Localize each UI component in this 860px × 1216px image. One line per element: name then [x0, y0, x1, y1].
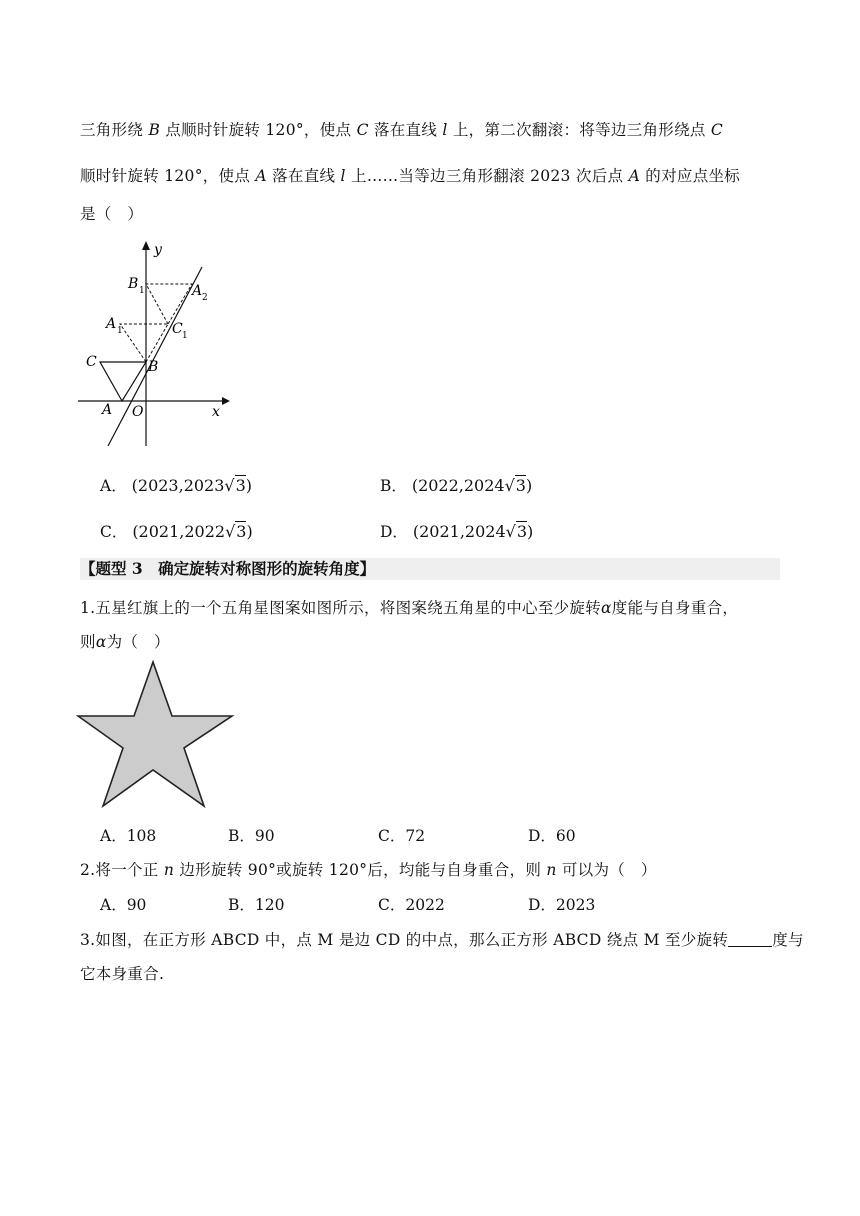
five-pointed-star-figure: [76, 660, 236, 810]
text-segment: 顺时针旋转 120°，使点: [80, 167, 256, 185]
q2-option-b[interactable]: B．120: [228, 896, 285, 914]
q2-line: [80, 858, 657, 880]
option-value-close: ): [527, 522, 534, 541]
text-segment: 上……当等边三角形翻滚 2023 次后点: [345, 167, 629, 185]
section-heading: 【题型 3 确定旋转对称图形的旋转角度】: [80, 558, 780, 580]
option-value-close: ): [525, 476, 533, 495]
var-B: B: [148, 121, 161, 139]
label-A1-sub: 1: [117, 326, 123, 336]
text-segment: 1.五星红旗上的一个五角星图案如图所示，将图案绕五角星的中心至少旋转: [80, 599, 601, 617]
option-value-root: 3: [516, 522, 528, 541]
q3-line-2: 它本身重合.: [80, 965, 165, 983]
var-C: C: [710, 121, 724, 139]
triangle-B1C1A2: [146, 284, 192, 324]
triangle-A1BC1: [120, 324, 168, 362]
option-value-close: ): [246, 522, 253, 541]
x-axis-arrow: [222, 397, 230, 405]
var-A: A: [628, 167, 641, 185]
var-A: A: [255, 167, 267, 185]
option-letter: C．: [100, 523, 128, 541]
option-d[interactable]: [380, 520, 533, 542]
text-segment: 度与: [772, 931, 804, 949]
label-C1-sub: 1: [182, 331, 188, 341]
option-value: (2021,2024√3): [412, 522, 534, 541]
rolling-triangle-figure: [76, 238, 232, 450]
q1-line-1: [80, 596, 738, 618]
q1-option-c[interactable]: C．72: [378, 827, 426, 845]
option-a[interactable]: [100, 474, 252, 496]
label-B1: B: [128, 276, 139, 292]
q1-line-2: [80, 630, 170, 652]
problem-line-2: [80, 164, 740, 186]
label-A2-sub: 2: [202, 293, 208, 303]
text-segment: 点顺时针旋转 120°，使点: [160, 121, 357, 139]
var-n: n: [163, 861, 175, 879]
text-segment: 可以为（ ）: [556, 861, 657, 879]
text-segment: 的对应点坐标: [640, 167, 741, 185]
label-O: O: [132, 404, 144, 420]
text-segment: 为（ ）: [106, 633, 170, 651]
text-segment: 上，第二次翻滚：将等边三角形绕点: [447, 121, 711, 139]
text-segment: 2.将一个正: [80, 861, 164, 879]
text-segment: 边形旋转 90°或旋转 120°后，均能与自身重合，则: [174, 861, 547, 879]
option-value: (2023,2023√3): [131, 476, 253, 495]
label-C1: C: [172, 321, 183, 337]
q1-option-b[interactable]: B．90: [228, 827, 275, 845]
problem-line-3: 是（ ）: [80, 205, 144, 223]
label-B1-sub: 1: [139, 286, 145, 296]
var-l: l: [340, 167, 346, 185]
label-A1: A: [106, 316, 117, 332]
line-l: [108, 267, 202, 446]
text-segment: 则: [80, 633, 96, 651]
option-letter: A．: [100, 477, 127, 495]
label-x: x: [212, 404, 220, 420]
option-value-root: 3: [236, 522, 247, 541]
y-axis-arrow: [142, 241, 150, 250]
text-segment: 三角形绕: [80, 121, 149, 139]
option-value-root: 3: [515, 476, 526, 495]
text-segment: 3.如图，在正方形 ABCD 中，点 M 是边 CD 的中点，那么正方形 ABCD 绕点 M 至少旋转: [80, 931, 729, 949]
var-alpha: α: [601, 599, 612, 617]
option-value-close: ): [245, 476, 253, 495]
q3-line-1: [80, 928, 804, 950]
option-letter: D．: [380, 523, 408, 541]
option-value: (2021,2022√3): [132, 522, 253, 541]
option-value: (2022,2024√3): [411, 476, 533, 495]
var-C: C: [356, 121, 369, 139]
option-value-main: (2021,2024: [412, 522, 506, 541]
label-A: A: [102, 402, 113, 418]
option-value-main: (2021,2022: [132, 522, 226, 541]
var-n: n: [546, 861, 557, 879]
label-y: y: [154, 242, 162, 258]
option-value-root: 3: [235, 476, 246, 495]
label-C: C: [86, 354, 97, 370]
star-shape: [78, 662, 232, 806]
label-A2: A: [192, 283, 203, 299]
text-segment: 度能与自身重合，: [611, 599, 739, 617]
option-value-main: (2022,2024: [411, 476, 505, 495]
label-B: B: [148, 359, 159, 375]
q2-option-d[interactable]: D．2023: [528, 896, 596, 914]
text-segment: 落在直线: [368, 121, 443, 139]
q1-option-d[interactable]: D．60: [528, 827, 576, 845]
triangle-ABC: [100, 362, 146, 401]
q2-option-c[interactable]: C．2022: [378, 896, 445, 914]
text-segment: 落在直线: [266, 167, 341, 185]
q2-option-a[interactable]: A．90: [100, 896, 147, 914]
answer-blank[interactable]: [728, 932, 772, 947]
var-alpha: α: [95, 633, 107, 651]
option-b[interactable]: [380, 474, 532, 496]
option-letter: B．: [380, 477, 407, 495]
option-value-main: (2023,2023: [131, 476, 225, 495]
option-c[interactable]: [100, 520, 253, 542]
var-l: l: [442, 121, 448, 139]
q1-option-a[interactable]: A．108: [100, 827, 157, 845]
problem-line-1: [80, 118, 723, 140]
